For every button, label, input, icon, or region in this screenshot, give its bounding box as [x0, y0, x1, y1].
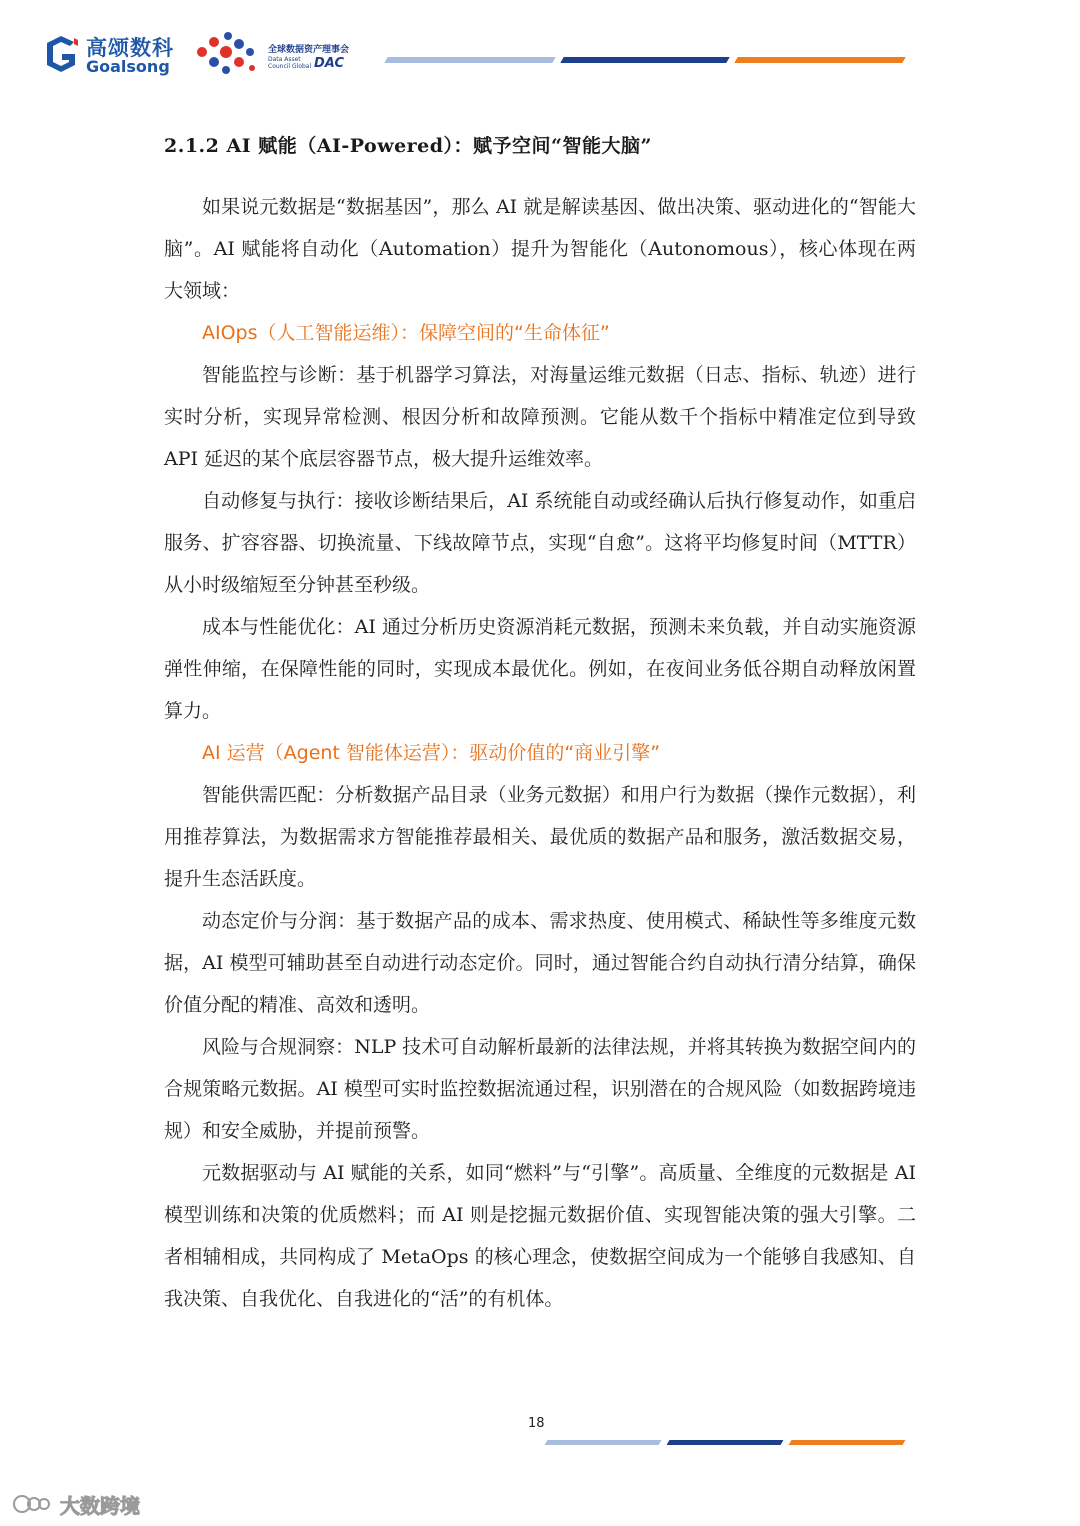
main-content	[164, 128, 916, 1320]
dac-logo-en: Data Asset Council Global	[268, 56, 312, 70]
goalsong-logo-en: Goalsong	[86, 57, 170, 76]
conclusion-paragraph: 元数据驱动与 AI 赋能的关系，如同“燃料”与“引擎”。高质量、全维度的元数据是 AI 模型训练和决策的优质燃料；而 AI 则是挖掘元数据价值、实现智能决策的强大引擎。二者相辅相成，共同构成了 MetaOps 的核心理念，使数据空间成为一个能够自我感知、自我决策、自我优化、自我进化的“活”的有机体。	[164, 1162, 916, 1310]
aiops-heading: AIOps（人工智能运维）：保障空间的“生命体征”	[202, 322, 610, 344]
header-decorative-bars	[386, 57, 906, 63]
dac-logo	[192, 30, 372, 80]
footer-decorative-bars	[546, 1440, 906, 1445]
aiops-paragraph-repair: 自动修复与执行：接收诊断结果后，AI 系统能自动或经确认后执行修复动作，如重启服务、扩容容器、切换流量、下线故障节点，实现“自愈”。这将平均修复时间（MTTR）从小时级缩短至分钟甚至秒级。	[164, 490, 916, 596]
header-bar-navy	[560, 57, 729, 63]
header-bar-orange	[734, 57, 905, 63]
goalsong-logo	[44, 30, 184, 80]
dac-dots-icon	[192, 30, 262, 78]
ai-operations-paragraph-matching: 智能供需匹配：分析数据产品目录（业务元数据）和用户行为数据（操作元数据），利用推荐算法，为数据需求方智能推荐最相关、最优质的数据产品和服务，激活数据交易，提升生态活跃度。	[164, 784, 916, 890]
watermark-text: 大数跨境	[60, 1494, 140, 1518]
dac-logo-cn: 全球数据资产理事会	[268, 45, 350, 55]
intro-paragraph: 如果说元数据是“数据基因”，那么 AI 就是解读基因、做出决策、驱动进化的“智能大脑”。AI 赋能将自动化（Automation）提升为智能化（Autonomous），核心体现在两大领域：	[164, 196, 916, 302]
goalsong-logo-cn: 高颂数科	[86, 36, 174, 60]
page-footer	[0, 1410, 1080, 1470]
footer-bar-orange	[789, 1440, 906, 1445]
goalsong-logo-icon	[44, 34, 78, 74]
page-number: 18	[528, 1416, 545, 1431]
footer-bar-light-blue	[545, 1440, 662, 1445]
ai-operations-paragraph-pricing: 动态定价与分润：基于数据产品的成本、需求热度、使用模式、稀缺性等多维度元数据，AI 模型可辅助甚至自动进行动态定价。同时，通过智能合约自动执行清分结算，确保价值分配的精准、高效和透明。	[164, 910, 916, 1016]
section-heading: 2.1.2 AI 赋能（AI-Powered）：赋予空间“智能大脑”	[164, 135, 652, 157]
footer-bar-navy	[667, 1440, 784, 1445]
ai-operations-paragraph-compliance: 风险与合规洞察：NLP 技术可自动解析最新的法律法规，并将其转换为数据空间内的合规策略元数据。AI 模型可实时监控数据流通过程，识别潜在的合规风险（如数据跨境违规）和安全威胁，并提前预警。	[164, 1036, 916, 1142]
aiops-paragraph-cost: 成本与性能优化：AI 通过分析历史资源消耗元数据，预测未来负载，并自动实施资源弹性伸缩，在保障性能的同时，实现成本最优化。例如，在夜间业务低谷期自动释放闲置算力。	[164, 616, 916, 722]
aiops-paragraph-monitoring: 智能监控与诊断：基于机器学习算法，对海量运维元数据（日志、指标、轨迹）进行实时分析，实现异常检测、根因分析和故障预测。它能从数千个指标中精准定位到导致 API 延迟的某个底层容器节点，极大提升运维效率。	[164, 364, 916, 470]
watermark	[10, 1490, 160, 1520]
ai-operations-heading: AI 运营（Agent 智能体运营）：驱动价值的“商业引擎”	[202, 742, 661, 764]
page-header	[0, 0, 1080, 110]
watermark-logo-icon	[10, 1492, 54, 1516]
header-bar-light-blue	[384, 57, 555, 63]
dac-logo-mark: DAC	[314, 56, 344, 71]
